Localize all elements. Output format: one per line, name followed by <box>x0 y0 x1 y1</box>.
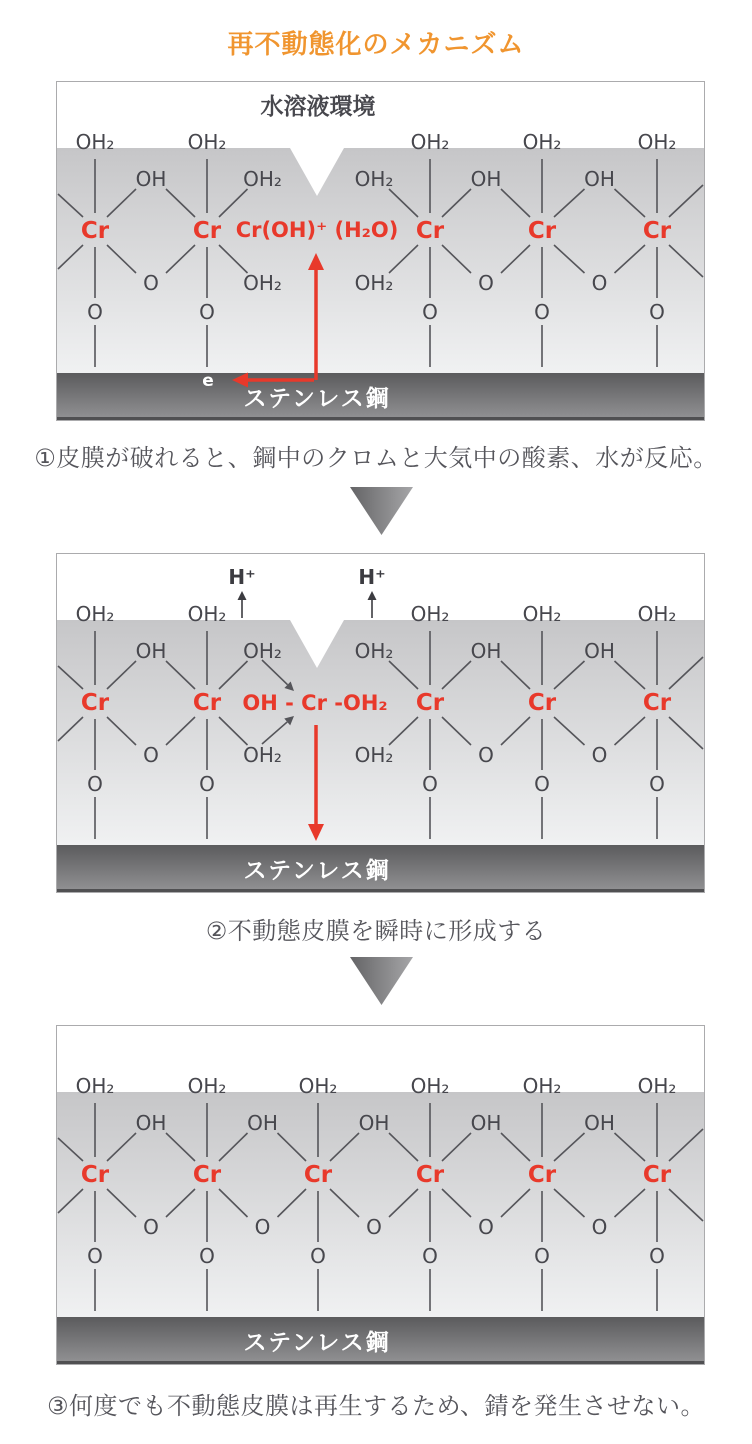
cr-atom-label: Cr <box>527 218 557 244</box>
steel-substrate-edge <box>57 889 704 892</box>
oxygen-below-label: O <box>649 300 665 324</box>
bridge-bottom-label: O <box>478 271 494 295</box>
ligand-oh2-label: OH₂ <box>637 1074 677 1098</box>
bridge-bottom-label: OH₂ <box>243 271 282 295</box>
bridge-bottom-label: OH₂ <box>354 271 394 295</box>
oxygen-below-label: O <box>87 1244 103 1268</box>
environment-label: 水溶液環境 <box>260 94 376 120</box>
bridge-bottom-label: O <box>143 743 159 767</box>
panel-step-2 <box>56 553 705 893</box>
panel-step-3-canvas <box>56 1025 705 1365</box>
ligand-oh2-label: OH₂ <box>75 130 115 154</box>
oxygen-below-label: O <box>87 300 103 324</box>
oxygen-below-label: O <box>649 1244 665 1268</box>
cr-atom-label: Cr <box>415 1162 445 1188</box>
cr-atom-label: Cr <box>642 218 672 244</box>
ligand-oh2-label: OH₂ <box>298 1074 338 1098</box>
cr-atom-label: Cr <box>642 690 672 716</box>
cr-atom-label: Cr <box>80 1162 110 1188</box>
bridge-top-label: OH <box>584 1111 615 1135</box>
oxygen-below-label: O <box>422 300 438 324</box>
panel-step-3 <box>56 1025 705 1365</box>
bridge-top-label: OH <box>470 639 502 663</box>
bridge-top-label: OH <box>470 167 502 191</box>
oxygen-below-label: O <box>310 1244 326 1268</box>
oxygen-below-label: O <box>199 772 215 796</box>
cr-atom-label: Cr <box>527 690 557 716</box>
ligand-oh2-label: OH₂ <box>522 1074 562 1098</box>
bridge-top-label: OH <box>584 167 615 191</box>
bridge-top-label: OH₂ <box>243 639 282 663</box>
bridge-bottom-label: OH₂ <box>243 743 282 767</box>
steel-label: ステンレス鋼 <box>243 386 391 412</box>
panel-step-2-canvas <box>56 553 705 893</box>
formed-species-label: OH - Cr -OH₂ <box>242 691 388 715</box>
oxygen-below-label: O <box>534 772 550 796</box>
cr-atom-label: Cr <box>642 1162 672 1188</box>
ligand-oh2-label: OH₂ <box>410 602 450 626</box>
steel-label: ステンレス鋼 <box>243 858 391 884</box>
bridge-top-label: OH <box>247 1111 278 1135</box>
oxygen-below-label: O <box>534 1244 550 1268</box>
ligand-oh2-label: OH₂ <box>637 602 677 626</box>
released-species-label: Cr(OH)⁺ (H₂O) <box>235 218 399 242</box>
ligand-oh2-label: OH₂ <box>410 1074 450 1098</box>
panel-step-1 <box>56 81 705 421</box>
oxygen-below-label: O <box>422 772 438 796</box>
ligand-oh2-label: OH₂ <box>187 602 227 626</box>
flow-arrow-down-1 <box>350 487 413 535</box>
bridge-top-label: OH₂ <box>354 167 394 191</box>
bridge-top-label: OH <box>135 639 167 663</box>
bridge-top-label: OH₂ <box>354 639 394 663</box>
cr-atom-label: Cr <box>415 690 445 716</box>
bridge-top-label: OH <box>470 1111 502 1135</box>
bridge-bottom-label: O <box>478 1215 494 1239</box>
ligand-oh2-label: OH₂ <box>75 1074 115 1098</box>
caption-step-3: ③何度でも不動態皮膜は再生するため、錆を発生させない。 <box>46 1392 706 1420</box>
h-plus-label: H⁺ <box>228 565 256 589</box>
ligand-oh2-label: OH₂ <box>187 1074 227 1098</box>
cr-atom-label: Cr <box>303 1162 333 1188</box>
bridge-bottom-label: O <box>591 743 608 767</box>
cr-atom-label: Cr <box>415 218 445 244</box>
ligand-oh2-label: OH₂ <box>187 130 227 154</box>
bridge-bottom-label: O <box>591 271 608 295</box>
steel-substrate-edge <box>57 1361 704 1364</box>
oxygen-below-label: O <box>534 300 550 324</box>
cr-atom-label: Cr <box>80 218 110 244</box>
oxygen-below-label: O <box>87 772 103 796</box>
oxygen-below-label: O <box>649 772 665 796</box>
bridge-top-label: OH <box>358 1111 390 1135</box>
oxygen-below-label: O <box>199 300 215 324</box>
ligand-oh2-label: OH₂ <box>522 602 562 626</box>
cr-atom-label: Cr <box>527 1162 557 1188</box>
cr-atom-label: Cr <box>192 218 222 244</box>
bridge-top-label: OH <box>584 639 615 663</box>
oxygen-below-label: O <box>199 1244 215 1268</box>
h-plus-label: H⁺ <box>358 565 386 589</box>
ligand-oh2-label: OH₂ <box>522 130 562 154</box>
bridge-bottom-label: O <box>143 271 159 295</box>
bridge-bottom-label: O <box>366 1215 382 1239</box>
ligand-oh2-label: OH₂ <box>75 602 115 626</box>
ligand-oh2-label: OH₂ <box>410 130 450 154</box>
ligand-oh2-label: OH₂ <box>637 130 677 154</box>
oxygen-below-label: O <box>422 1244 438 1268</box>
steel-label: ステンレス鋼 <box>243 1330 391 1356</box>
cr-atom-label: Cr <box>192 1162 222 1188</box>
bridge-top-label: OH <box>135 1111 167 1135</box>
flow-arrow-down-2 <box>350 957 413 1005</box>
steel-substrate-edge <box>57 417 704 420</box>
cr-atom-label: Cr <box>80 690 110 716</box>
electron-label: e <box>202 371 214 391</box>
bridge-bottom-label: O <box>143 1215 159 1239</box>
panel-step-1-canvas <box>56 81 705 421</box>
bridge-bottom-label: OH₂ <box>354 743 394 767</box>
bridge-bottom-label: O <box>478 743 494 767</box>
bridge-bottom-label: O <box>254 1215 271 1239</box>
bridge-top-label: OH <box>135 167 167 191</box>
caption-step-2: ②不動態皮膜を瞬時に形成する <box>205 917 547 945</box>
cr-atom-label: Cr <box>192 690 222 716</box>
bridge-top-label: OH₂ <box>243 167 282 191</box>
bridge-bottom-label: O <box>591 1215 608 1239</box>
page-title: 再不動態化のメカニズム <box>227 30 525 60</box>
caption-step-1: ①皮膜が破れると、鋼中のクロムと大気中の酸素、水が反応。 <box>34 444 718 472</box>
